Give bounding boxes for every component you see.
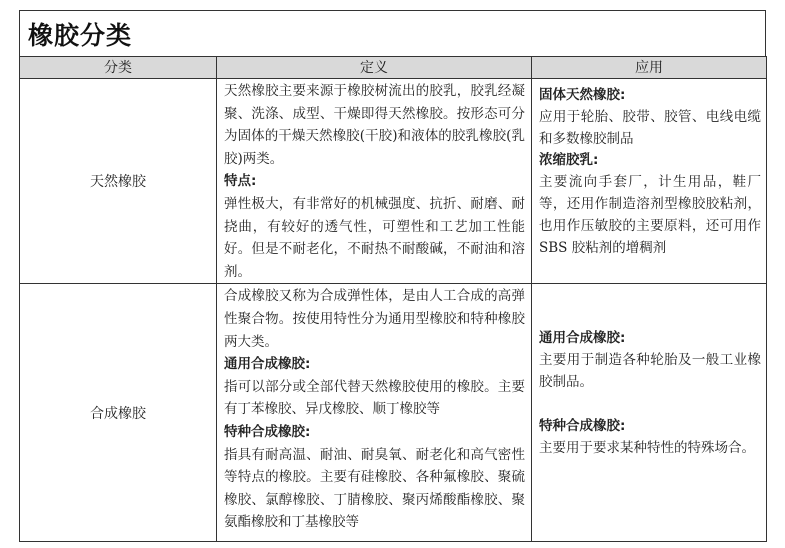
table-header-row [20, 57, 767, 79]
category-cell: 天然橡胶 [20, 79, 217, 284]
definition-cell [217, 79, 532, 284]
header-category: 分类 [20, 57, 217, 79]
definition-subtext: 弹性极大，有非常好的机械强度、抗折、耐磨、耐挠曲，有较好的透气性，可塑性和工艺加工性能好。但是不耐老化，不耐热不耐酸碱，不耐油和溶剂。 [224, 195, 525, 280]
application-heading-1: 通用合成橡胶: [539, 330, 626, 347]
application-cell [532, 284, 767, 542]
definition-text-2: 指具有耐高温、耐油、耐臭氧、耐老化和高气密性等特点的橡胶。主要有硅橡胶、各种氟橡胶、聚硫橡胶、氯醇橡胶、丁腈橡胶、聚丙烯酸酯橡胶、聚氨酯橡胶和丁基橡胶等 [224, 446, 525, 531]
application-text-2: 主要流向手套厂，计生用品，鞋厂等，还用作制造溶剂型橡胶胶粘剂，也用作压敏胶的主要原料，还可用作 SBS 胶粘剂的增稠剂 [539, 174, 761, 256]
application-heading-2: 浓缩胶乳: [539, 152, 599, 169]
rubber-classification-sheet [19, 10, 766, 542]
definition-intro: 合成橡胶又称为合成弹性体，是由人工合成的高弹性聚合物。按使用特性分为通用型橡胶和特种橡胶两大类。 [224, 288, 525, 350]
page-title: 橡胶分类 [28, 20, 133, 50]
definition-intro: 天然橡胶主要来源于橡胶树流出的胶乳，胶乳经凝聚、洗涤、成型、干燥即得天然橡胶。按形态可分为固体的干燥天然橡胶(干胶)和液体的胶乳橡胶(乳胶)两类。 [224, 83, 525, 167]
header-definition: 定义 [217, 57, 532, 79]
title-row [19, 10, 766, 56]
application-text-2: 主要用于要求某种特性的特殊场合。 [539, 439, 755, 456]
header-application: 应用 [532, 57, 767, 79]
definition-text-1: 指可以部分或全部代替天然橡胶使用的橡胶。主要有丁苯橡胶、异戊橡胶、顺丁橡胶等 [224, 378, 525, 418]
category-cell: 合成橡胶 [20, 284, 217, 542]
application-heading-1: 固体天然橡胶: [539, 87, 626, 103]
table-row-natural-rubber [20, 79, 767, 284]
definition-heading-2: 特种合成橡胶: [224, 423, 311, 440]
application-heading-2: 特种合成橡胶: [539, 417, 626, 434]
definition-heading-1: 通用合成橡胶: [224, 356, 311, 373]
classification-table [19, 56, 767, 542]
application-text-1: 主要用于制造各种轮胎及一般工业橡胶制品。 [539, 352, 761, 390]
application-cell [532, 79, 767, 284]
definition-cell [217, 284, 532, 542]
table-row-synthetic-rubber [20, 284, 767, 542]
definition-subheading: 特点: [224, 173, 257, 190]
application-text-1: 应用于轮胎、胶带、胶管、电线电缆和多数橡胶制品 [539, 108, 761, 147]
